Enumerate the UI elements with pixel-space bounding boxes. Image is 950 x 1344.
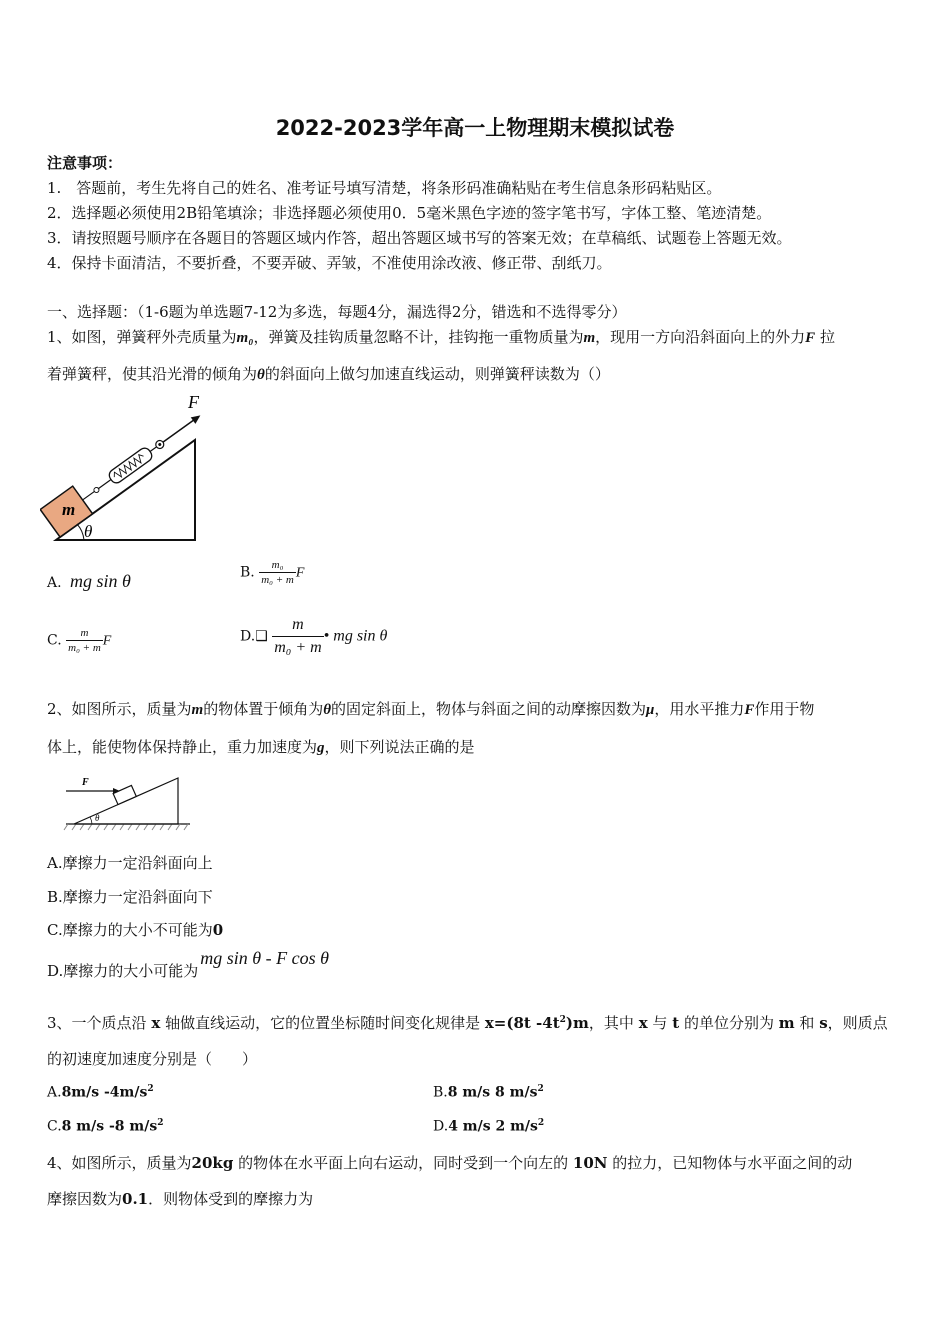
q1-option-a[interactable]: A. mg sin θ xyxy=(47,571,131,591)
spring-scale xyxy=(107,446,154,485)
q4-line-2: 摩擦因数为0.1．则物体受到的摩擦力为 xyxy=(47,1190,314,1208)
q2-option-d[interactable]: D.摩擦力的大小可能为mg sin θ - F cos θ xyxy=(47,948,329,980)
angle-label: θ xyxy=(95,813,100,823)
notice-item-1: 1. 答题前，考生先将自己的姓名、准考证号填写清楚，将条形码准确粘贴在考生信息条形码粘贴区。 xyxy=(47,179,722,197)
page-title: 2022-2023学年高一上物理期末模拟试卷 xyxy=(275,116,675,140)
notice-item-2: 2．选择题必须使用2B铅笔填涂；非选择题必须使用0．5毫米黑色字迹的签字笔书写，字体工整、笔迹清楚。 xyxy=(47,204,772,222)
q2-option-b[interactable]: B.摩擦力一定沿斜面向下 xyxy=(47,888,213,906)
section-heading: 一、选择题：（1-6题为单选题7-12为多选，每题4分，漏选得2分，错选和不选得零分） xyxy=(47,303,627,321)
mass-label: m xyxy=(62,500,76,519)
q1-line-2: 着弹簧秤，使其沿光滑的倾角为θ的斜面向上做匀加速直线运动，则弹簧秤读数为（） xyxy=(47,365,610,383)
q1-option-d[interactable]: D.❑ $\frac{m}{\text{m₀ + m}}$ • mg sin θ xyxy=(240,614,387,659)
q2-line-2: 体上，能使物体保持静止，重力加速度为g，则下列说法正确的是 xyxy=(47,738,475,756)
q3-line-2: 的初速度加速度分别是（ ） xyxy=(47,1050,258,1068)
notice-item-4: 4．保持卡面清洁，不要折叠，不要弄破、弄皱，不准使用涂改液、修正带、刮纸刀。 xyxy=(47,254,612,272)
force-label: F xyxy=(82,777,89,788)
q4-line-1: 4、如图所示，质量为20kg 的物体在水平面上向右运动，同时受到一个向左的 10N 的拉力，已知物体与水平面之间的动 xyxy=(47,1154,853,1172)
notice-heading: 注意事项： xyxy=(47,154,123,172)
q3-line-1: 3、一个质点沿 x 轴做直线运动，它的位置坐标随时间变化规律是 x=(8t $-4t^2)m$，其中 x 与 t 的单位分别为 m 和 s，则质点 xyxy=(47,1014,888,1032)
force-label: F xyxy=(188,392,199,412)
q2-incline-figure xyxy=(60,770,195,832)
q1-line-1: 1、如图，弹簧秤外壳质量为m₀，弹簧及挂钩质量忽略不计，挂钩拖一重物质量为m，现用一方向沿斜面向上的外力F 拉 xyxy=(47,328,835,346)
q2-option-a[interactable]: A.摩擦力一定沿斜面向上 xyxy=(47,854,213,872)
q2-option-c[interactable]: C.摩擦力的大小不可能为0 xyxy=(47,921,224,939)
q2-line-1: 2、如图所示，质量为m的物体置于倾角为θ的固定斜面上，物体与斜面之间的动摩擦因数为μ，用水平推力F作用于物 xyxy=(47,700,815,718)
angle-label: θ xyxy=(84,522,93,541)
q1-incline-figure xyxy=(40,390,220,550)
force-arrow xyxy=(163,418,197,443)
q3-option-a[interactable]: A.8m/s $-4m/s^2$ xyxy=(47,1084,154,1101)
block xyxy=(113,785,136,804)
q1-option-b[interactable]: B. $\frac{\text{m₀}}{\text{m₀ + m}}$ F xyxy=(240,559,305,586)
q3-option-d[interactable]: D.4 m/s 2 $m/s^2$ xyxy=(433,1118,545,1135)
q1-option-c[interactable]: C. $\frac{m}{\text{m₀ + m}}$ F xyxy=(47,627,112,654)
q3-option-b[interactable]: B.8 m/s 8 $m/s^2$ xyxy=(433,1084,544,1101)
notice-item-3: 3．请按照题号顺序在各题目的答题区域内作答，超出答题区域书写的答案无效；在草稿纸、试题卷上答题无效。 xyxy=(47,229,792,247)
q3-option-c[interactable]: C.8 m/s -8 $m/s^2$ xyxy=(47,1118,164,1135)
